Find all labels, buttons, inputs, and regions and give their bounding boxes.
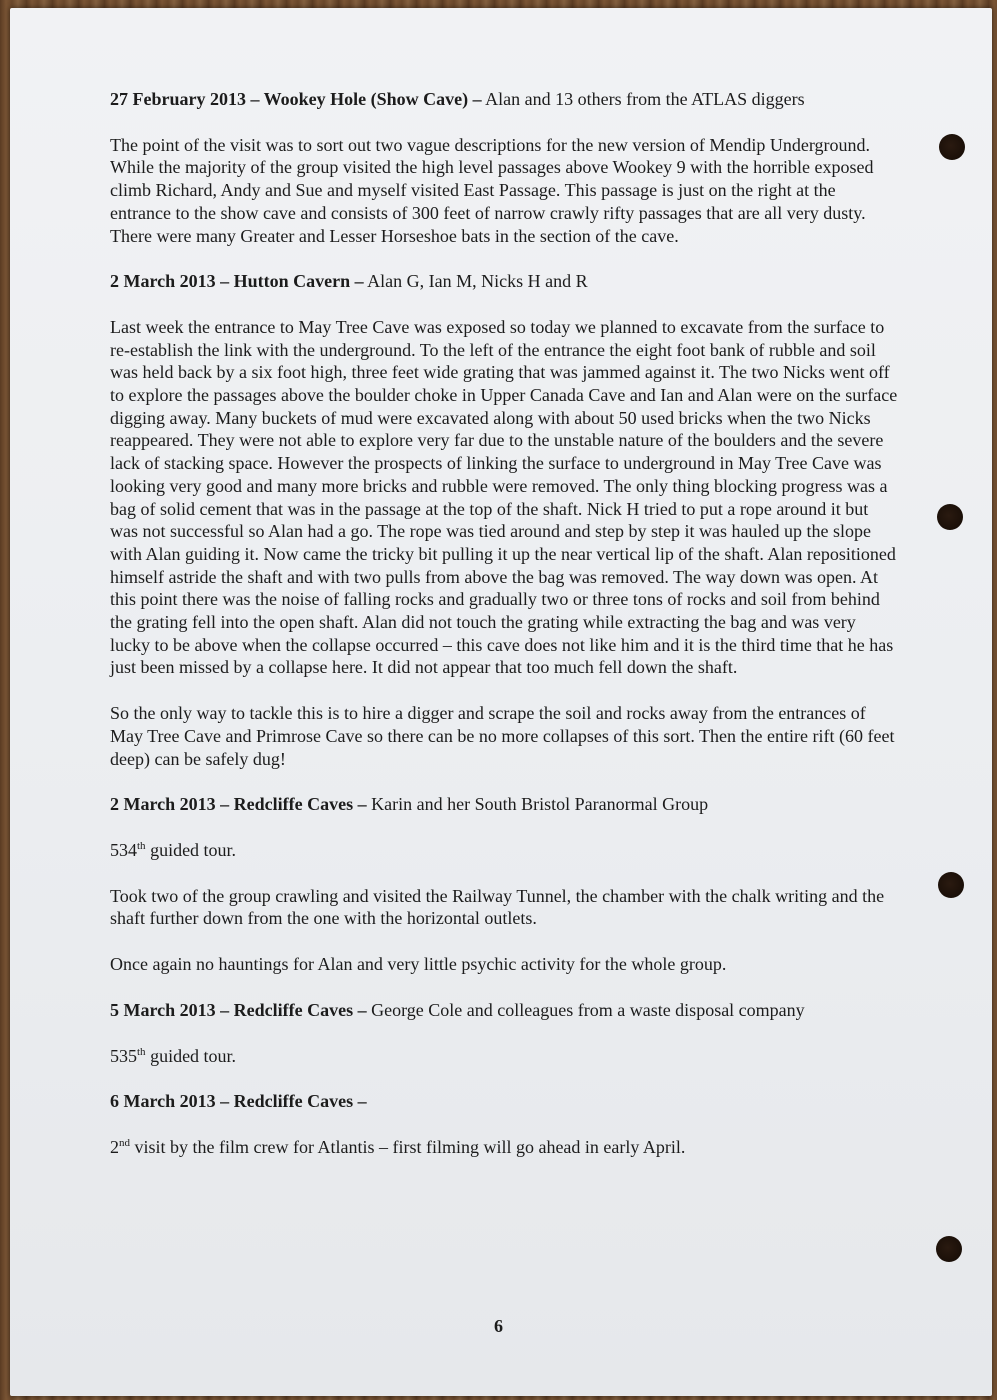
film-visit-line — [110, 1136, 900, 1159]
page-number: 6 — [494, 1316, 503, 1336]
punch-hole-1 — [939, 134, 965, 160]
entry-date-title: 2 March 2013 – Redcliffe Caves – — [110, 794, 367, 815]
tour-text: guided tour. — [145, 839, 237, 860]
entry-people: Karin and her South Bristol Paranormal Group — [366, 794, 709, 815]
entry-date-title: 2 March 2013 – Hutton Cavern – — [110, 271, 364, 292]
document-body — [110, 88, 900, 1159]
entry-date-title: 27 February 2013 – Wookey Hole (Show Cave) – — [110, 89, 482, 109]
tour-number: 535 — [110, 1045, 137, 1066]
entry-paragraph: Last week the entrance to May Tree Cave was exposed so today we planned to excavate from the surface to re-establish the link with the underground. To the left of the entrance the eight foot bank of rubble and soil was held back by a six foot high, three feet wide grating that was jammed against it. The two Nicks went off to explore the passages above the boulder choke in Upper Canada Cave and Ian and Alan were on the surface digging away. Many buckets of mud were excavated along with about 50 used bricks when the two Nicks reappeared. They were not able to explore very far due to the unstable nature of the boulders and the severe lack of stacking space. However the prospects of linking the surface to underground in May Tree Cave was looking very good and many more bricks and rubble were removed. The only thing blocking progress was a bag of solid cement that was in the passage at the top of the shaft. Nick H tried to put a rope around it but was not successful so Alan had a go. The rope was tied around and step by step it was hauled up the slope with Alan guiding it. Now came the tricky bit pulling it up the near vertical lip of the shaft. Alan repositioned himself astride the shaft and with two pulls from above the bag was removed. The way down was open. At this point there was the noise of falling rocks and gradually two or three tons of rocks and soil from behind the grating fell into the open shaft. Alan did not touch the grating while extracting the bag and was very lucky to be above when the collapse occurred – this cave does not like him and it is the third time that he has just been missed by a collapse here. It did not appear that too much fell down the shaft. — [110, 316, 898, 678]
entry-heading — [110, 999, 900, 1022]
entry-paragraph: The point of the visit was to sort out two vague descriptions for the new version of Mendip Underground. While the majority of the group visited the high level passages above Wookey 9 with the horrible exposed climb Richard, Andy and Sue and myself visited East Passage. This passage is just on the right at the entrance to the show cave and consists of 300 feet of narrow crawly rifty passages that are all very dusty. There were many Greater and Lesser Horseshoe bats in the section of the cave. — [110, 134, 874, 246]
punch-hole-2 — [937, 504, 963, 530]
tour-suffix: th — [137, 839, 146, 852]
entry-paragraph: Took two of the group crawling and visited the Railway Tunnel, the chamber with the chalk writing and the shaft further down from the one with the horizontal outlets. — [110, 885, 885, 929]
entry-hutton-cavern — [110, 270, 900, 770]
entry-date-title: 6 March 2013 – Redcliffe Caves – — [110, 1091, 367, 1112]
guided-tour-line — [110, 839, 900, 862]
entry-redcliffe-paranormal — [110, 793, 900, 976]
punch-hole-4 — [936, 1236, 962, 1262]
punch-hole-3 — [938, 872, 964, 898]
entry-people: Alan and 13 others from the ATLAS diggers — [481, 89, 805, 109]
entry-redcliffe-film — [110, 1090, 900, 1158]
entry-paragraph: Once again no hauntings for Alan and very little psychic activity for the whole group. — [110, 954, 727, 975]
entry-date-title: 5 March 2013 – Redcliffe Caves – — [110, 999, 367, 1020]
guided-tour-line — [110, 1045, 900, 1068]
visit-text: visit by the film crew for Atlantis – first filming will go ahead in early April. — [130, 1136, 686, 1157]
visit-suffix: nd — [119, 1136, 130, 1149]
entry-heading — [110, 793, 900, 816]
tour-number: 534 — [110, 839, 137, 860]
tour-text: guided tour. — [145, 1045, 237, 1066]
entry-heading — [110, 270, 900, 293]
entry-heading — [110, 1090, 900, 1113]
entry-redcliffe-waste — [110, 999, 900, 1067]
entry-paragraph: So the only way to tackle this is to hire a digger and scrape the soil and rocks away from the entrances of May Tree Cave and Primrose Cave so there can be no more collapses of this sort. Then the entire rift (60 feet deep) can be safely dug! — [110, 703, 895, 769]
entry-people: George Cole and colleagues from a waste disposal company — [366, 999, 805, 1020]
entry-wookey-hole — [110, 88, 900, 247]
entry-heading — [110, 88, 900, 111]
visit-number: 2 — [110, 1136, 119, 1157]
entry-people: Alan G, Ian M, Nicks H and R — [363, 271, 588, 292]
tour-suffix: th — [137, 1045, 146, 1058]
